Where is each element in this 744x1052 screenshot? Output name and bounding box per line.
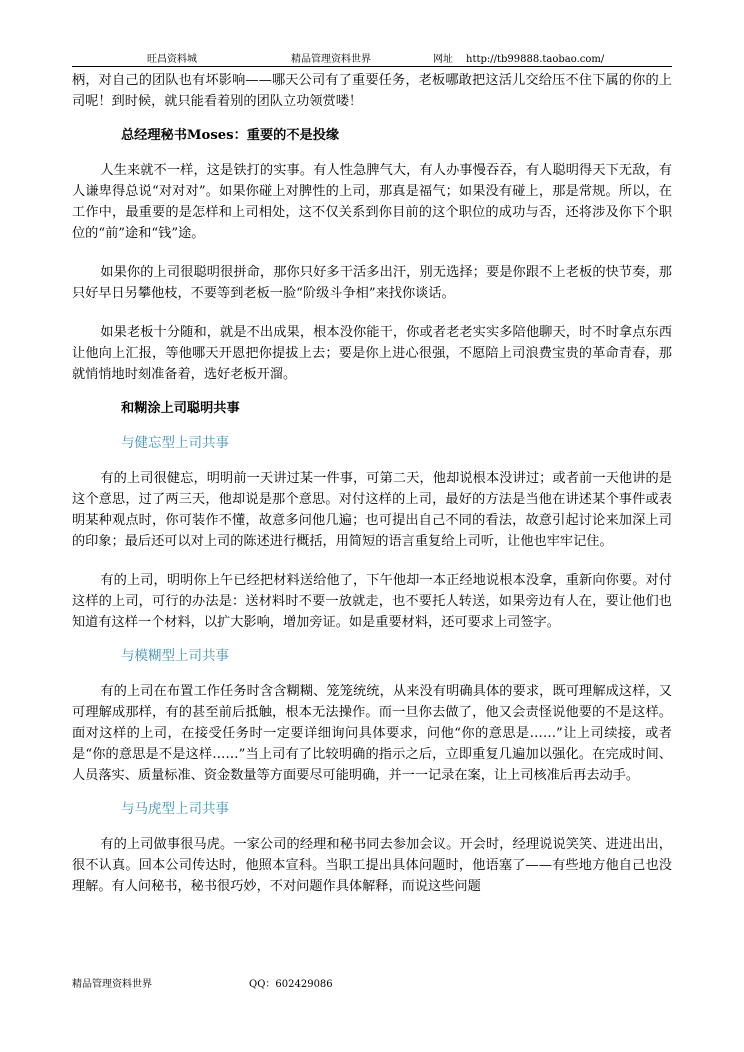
body-paragraph: 有的上司很健忘，明明前一天讲过某一件事，可第二天，他却说根本没讲过；或者前一天他讲的是这个意思，过了两三天，他却说是那个意思。对付这样的上司，最好的方法是当他在讲述某个事件或表明某种观点时，你可装作不懂，故意多问他几遍；也可提出自己不同的看法，故意引起讨论来加深上司的印象；最后还可以对上司的陈述进行概括，用简短的语言重复给上司听，让他也牢牢记住。 [72, 471, 672, 549]
header-url-label: 网址 [433, 54, 453, 65]
paragraph-continued: 柄，对自己的团队也有坏影响——哪天公司有了重要任务，老板哪敢把这活儿交给压不住下属的你的上司呢！到时候，就只能看着别的团队立功领赏喽！ [72, 73, 672, 109]
header-divider [72, 66, 672, 67]
footer-qq: QQ：602429086 [249, 979, 333, 990]
subsection-heading: 与健忘型上司共事 [121, 435, 229, 451]
body-paragraph: 有的上司，明明你上午已经把材料送给他了，下午他却一本正经地说根本没拿，重新向你要。对付这样的上司，可行的办法是：送材料时不要一放就走，也不要托人转送，如果旁边有人在，要让他们也知道有这样一个材料，以扩大影响，增加旁证。如是重要材料，还可要求上司签字。 [72, 573, 672, 630]
subsection-heading: 与模糊型上司共事 [121, 648, 229, 664]
header-url[interactable]: http://tb99888.taobao.com/ [466, 54, 605, 65]
subsection-heading: 与马虎型上司共事 [121, 801, 229, 817]
document-body [72, 70, 672, 897]
footer-site-name: 精品管理资料世界 [72, 979, 152, 990]
body-paragraph: 人生来就不一样，这是铁打的实事。有人性急脾气大，有人办事慢吞吞，有人聪明得天下无敌，有人谦卑得总说“对对对”。如果你碰上对脾性的上司，那真是福气；如果没有碰上，那是常规。所以，在工作中，最重要的是怎样和上司相处，这不仅关系到你目前的这个职位的成功与否，还将涉及你下个职位的“前”途和“钱”途。 [72, 163, 672, 241]
page-header [72, 53, 672, 67]
section-heading: 总经理秘书Moses：重要的不是投缘 [121, 128, 340, 143]
page-footer [72, 978, 672, 992]
section-heading: 和糊涂上司聪明共事 [121, 401, 240, 416]
body-paragraph: 如果老板十分随和，就是不出成果，根本没你能干，你或者老老实实多陪他聊天，时不时拿点东西让他向上汇报，等他哪天开恩把你提拔上去；要是你上进心很强，不愿陪上司浪费宝贵的革命青春，那就悄悄地时刻准备着，选好老板开溜。 [72, 325, 672, 382]
body-paragraph: 有的上司做事很马虎。一家公司的经理和秘书同去参加会议。开会时，经理说说笑笑、进进出出，很不认真。回本公司传达时，他照本宣科。当职工提出具体问题时，他语塞了——有些地方他自己也没理解。有人问秘书，秘书很巧妙，不对问题作具体解释，而说这些问题 [72, 837, 672, 894]
body-paragraph: 如果你的上司很聪明很拼命，那你只好多干活多出汗，别无选择；要是你跟不上老板的快节奏，那只好早日另攀他枝，不要等到老板一脸“阶级斗争相”来找你谈话。 [72, 265, 672, 301]
body-paragraph: 有的上司在布置工作任务时含含糊糊、笼笼统统，从来没有明确具体的要求，既可理解成这样，又可理解成那样，有的甚至前后抵触，根本无法操作。而一旦你去做了，他又会责怪说他要的不是这样。面对这样的上司，在接受任务时一定要详细询问具体要求，问他“你的意思是……”让上司续接，或者是“你的意思是不是这样……”当上司有了比较明确的指示之后，立即重复几遍加以强化。在完成时间、人员落实、质量标准、资金数量等方面要尽可能明确，并一一记录在案，让上司核准后再去动手。 [72, 684, 672, 783]
header-shop-name: 旺昌资料城 [147, 54, 197, 65]
header-site-name: 精品管理资料世界 [291, 54, 371, 65]
